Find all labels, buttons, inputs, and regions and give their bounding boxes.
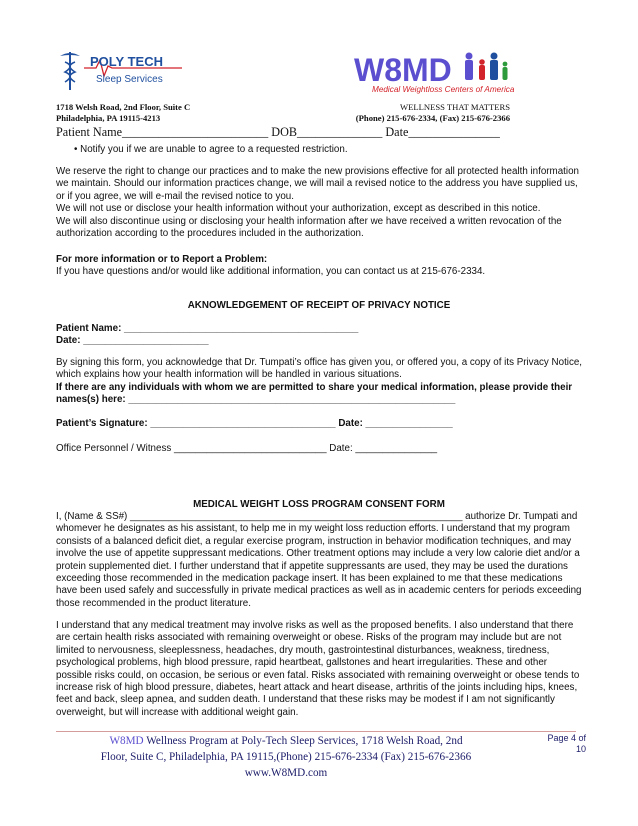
consent-paragraph-2 [56, 620, 584, 719]
signature-section [56, 418, 584, 430]
family-icon [465, 53, 508, 81]
paragraph-revocation: We will also discontinue using or disclosing your health information after we have received a written revocation of the authorization according to the procedures included in the authorization. [56, 215, 562, 240]
phone-fax: (Phone) 215-676-2334, (Fax) 215-676-2366 [355, 113, 510, 123]
address-city: Philadelphia, PA 19115-4213 [56, 113, 161, 123]
privacy-paragraphs [56, 166, 584, 240]
footer-line-1-rest: Wellness Program at Poly-Tech Sleep Services, 1718 Welsh Road, 2nd [143, 735, 463, 747]
more-info-text: If you have questions and/or would like additional information, you can contact us at 215-676-2334. [56, 266, 486, 278]
page-number [530, 733, 586, 755]
footer-line-2: Floor, Suite C, Philadelphia, PA 19115,(Phone) 215-676-2334 (Fax) 215-676-2366 [100, 751, 472, 763]
consent-text-2: I understand that any medical treatment may involve risks as well as the proposed benefits. I also understand that there are certain health risks associated with remaining overweight or obese. Risks of the program may include but are not limited to nervousness, sleeplessness, headaches, dry mouth, gastrointestinal disturbances, weakness, tiredness, psychological problems, high blood pressure, rapid heartbeat, gallstones and heart irregularities. These and other possible risks could, on occasion, be serious or even fatal. Risks associated with remaining overweight or obese tends to increase risk of high blood pressure, diabetes, heart attack and heart disease, arthritis of the joints including hips, knees, feet and back, sleep apnea, and sudden death. I understand that these risks may be modest if I am not significantly overweight, but will increase with additional weight gain. [56, 620, 580, 718]
tagline: WELLNESS THAT MATTERS [400, 102, 510, 112]
share-names-field: If there are any individuals with whom we are permitted to share your medical information, please provide their names(s) here: ____________________________________________________________ [56, 381, 573, 406]
polytech-logo-name: POLY TECH [90, 54, 163, 69]
footer-website-link[interactable]: www.W8MD.com [244, 767, 328, 779]
w8md-logo-name: W8MD [354, 52, 452, 88]
paragraph-changes: We reserve the right to change our practices and to make the new provisions effective for all protected health information we maintain. Should our information practices change, we will mail a revised notice to the address you have supplied us, or if you agree, we will e-mail the revised notice to you. [56, 166, 579, 202]
polytech-logo [56, 46, 186, 96]
caduceus-icon [60, 52, 80, 90]
page-label: Page 4 of [547, 733, 586, 743]
patient-name-field: Patient Name: ___________________________________________ [56, 323, 359, 334]
more-info-section [56, 254, 584, 279]
footer-brand: W8MD [109, 735, 144, 747]
footer-divider [56, 731, 576, 732]
footer [56, 733, 516, 781]
patient-signature-field: Patient’s Signature: __________________________________ Date: ________________ [56, 418, 453, 429]
address-street: 1718 Welsh Road, 2nd Floor, Suite C [56, 102, 191, 112]
office-witness-section [56, 443, 584, 455]
consent-paragraph-1 [56, 511, 584, 610]
ack-statement [56, 357, 584, 407]
patient-info-line: Patient Name________________________ DOB______________ Date_______________ [56, 125, 500, 139]
w8md-logo-sub: Medical Weightloss Centers of America [372, 85, 514, 94]
signing-text: By signing this form, you acknowledge that Dr. Tumpati’s office has given you, or offered you, a copy of its Privacy Notice, which explains how your health information will be handled in various situations. [56, 357, 583, 381]
office-witness-field: Office Personnel / Witness ____________________________ Date: _______________ [56, 443, 438, 454]
ack-name-date [56, 323, 584, 348]
paragraph-authorization: We will not use or disclose your health information without your authorization, except as described in this notice. [56, 203, 541, 215]
page-total: 10 [575, 744, 586, 754]
footer-line-1 [56, 733, 516, 749]
more-info-heading: For more information or to Report a Problem: [56, 254, 268, 265]
consent-title: MEDICAL WEIGHT LOSS PROGRAM CONSENT FORM [193, 499, 445, 510]
ack-title: AKNOWLEDGEMENT OF RECEIPT OF PRIVACY NOTICE [187, 300, 451, 311]
bullet-item: • Notify you if we are unable to agree to a requested restriction. [74, 144, 348, 155]
consent-text-1: I, (Name & SS#) _____________________________________________________________ authorize Dr. Tumpati and whomever he designates as his assistant, to help me in my weight loss reduction efforts. I understand that my program consists of a balanced deficit diet, a regular exercise program, instruction in behavior modification techniques, and may involve the use of appetite suppressant medications. Other treatment options may include a very low calorie diet and/or a protein supplemented diet. I further understand that if appetite suppressants are used, they may be used the durations exceeding those recommended in the medication package insert. It has been explained to me that these medications have been used safely and successfully in private medical practices as well as in academic centers for periods exceeding those recommended in the product literature. [56, 511, 582, 609]
polytech-logo-sub: Sleep Services [96, 74, 163, 85]
w8md-logo [352, 48, 514, 96]
date-field: Date: _______________________ [56, 335, 209, 347]
